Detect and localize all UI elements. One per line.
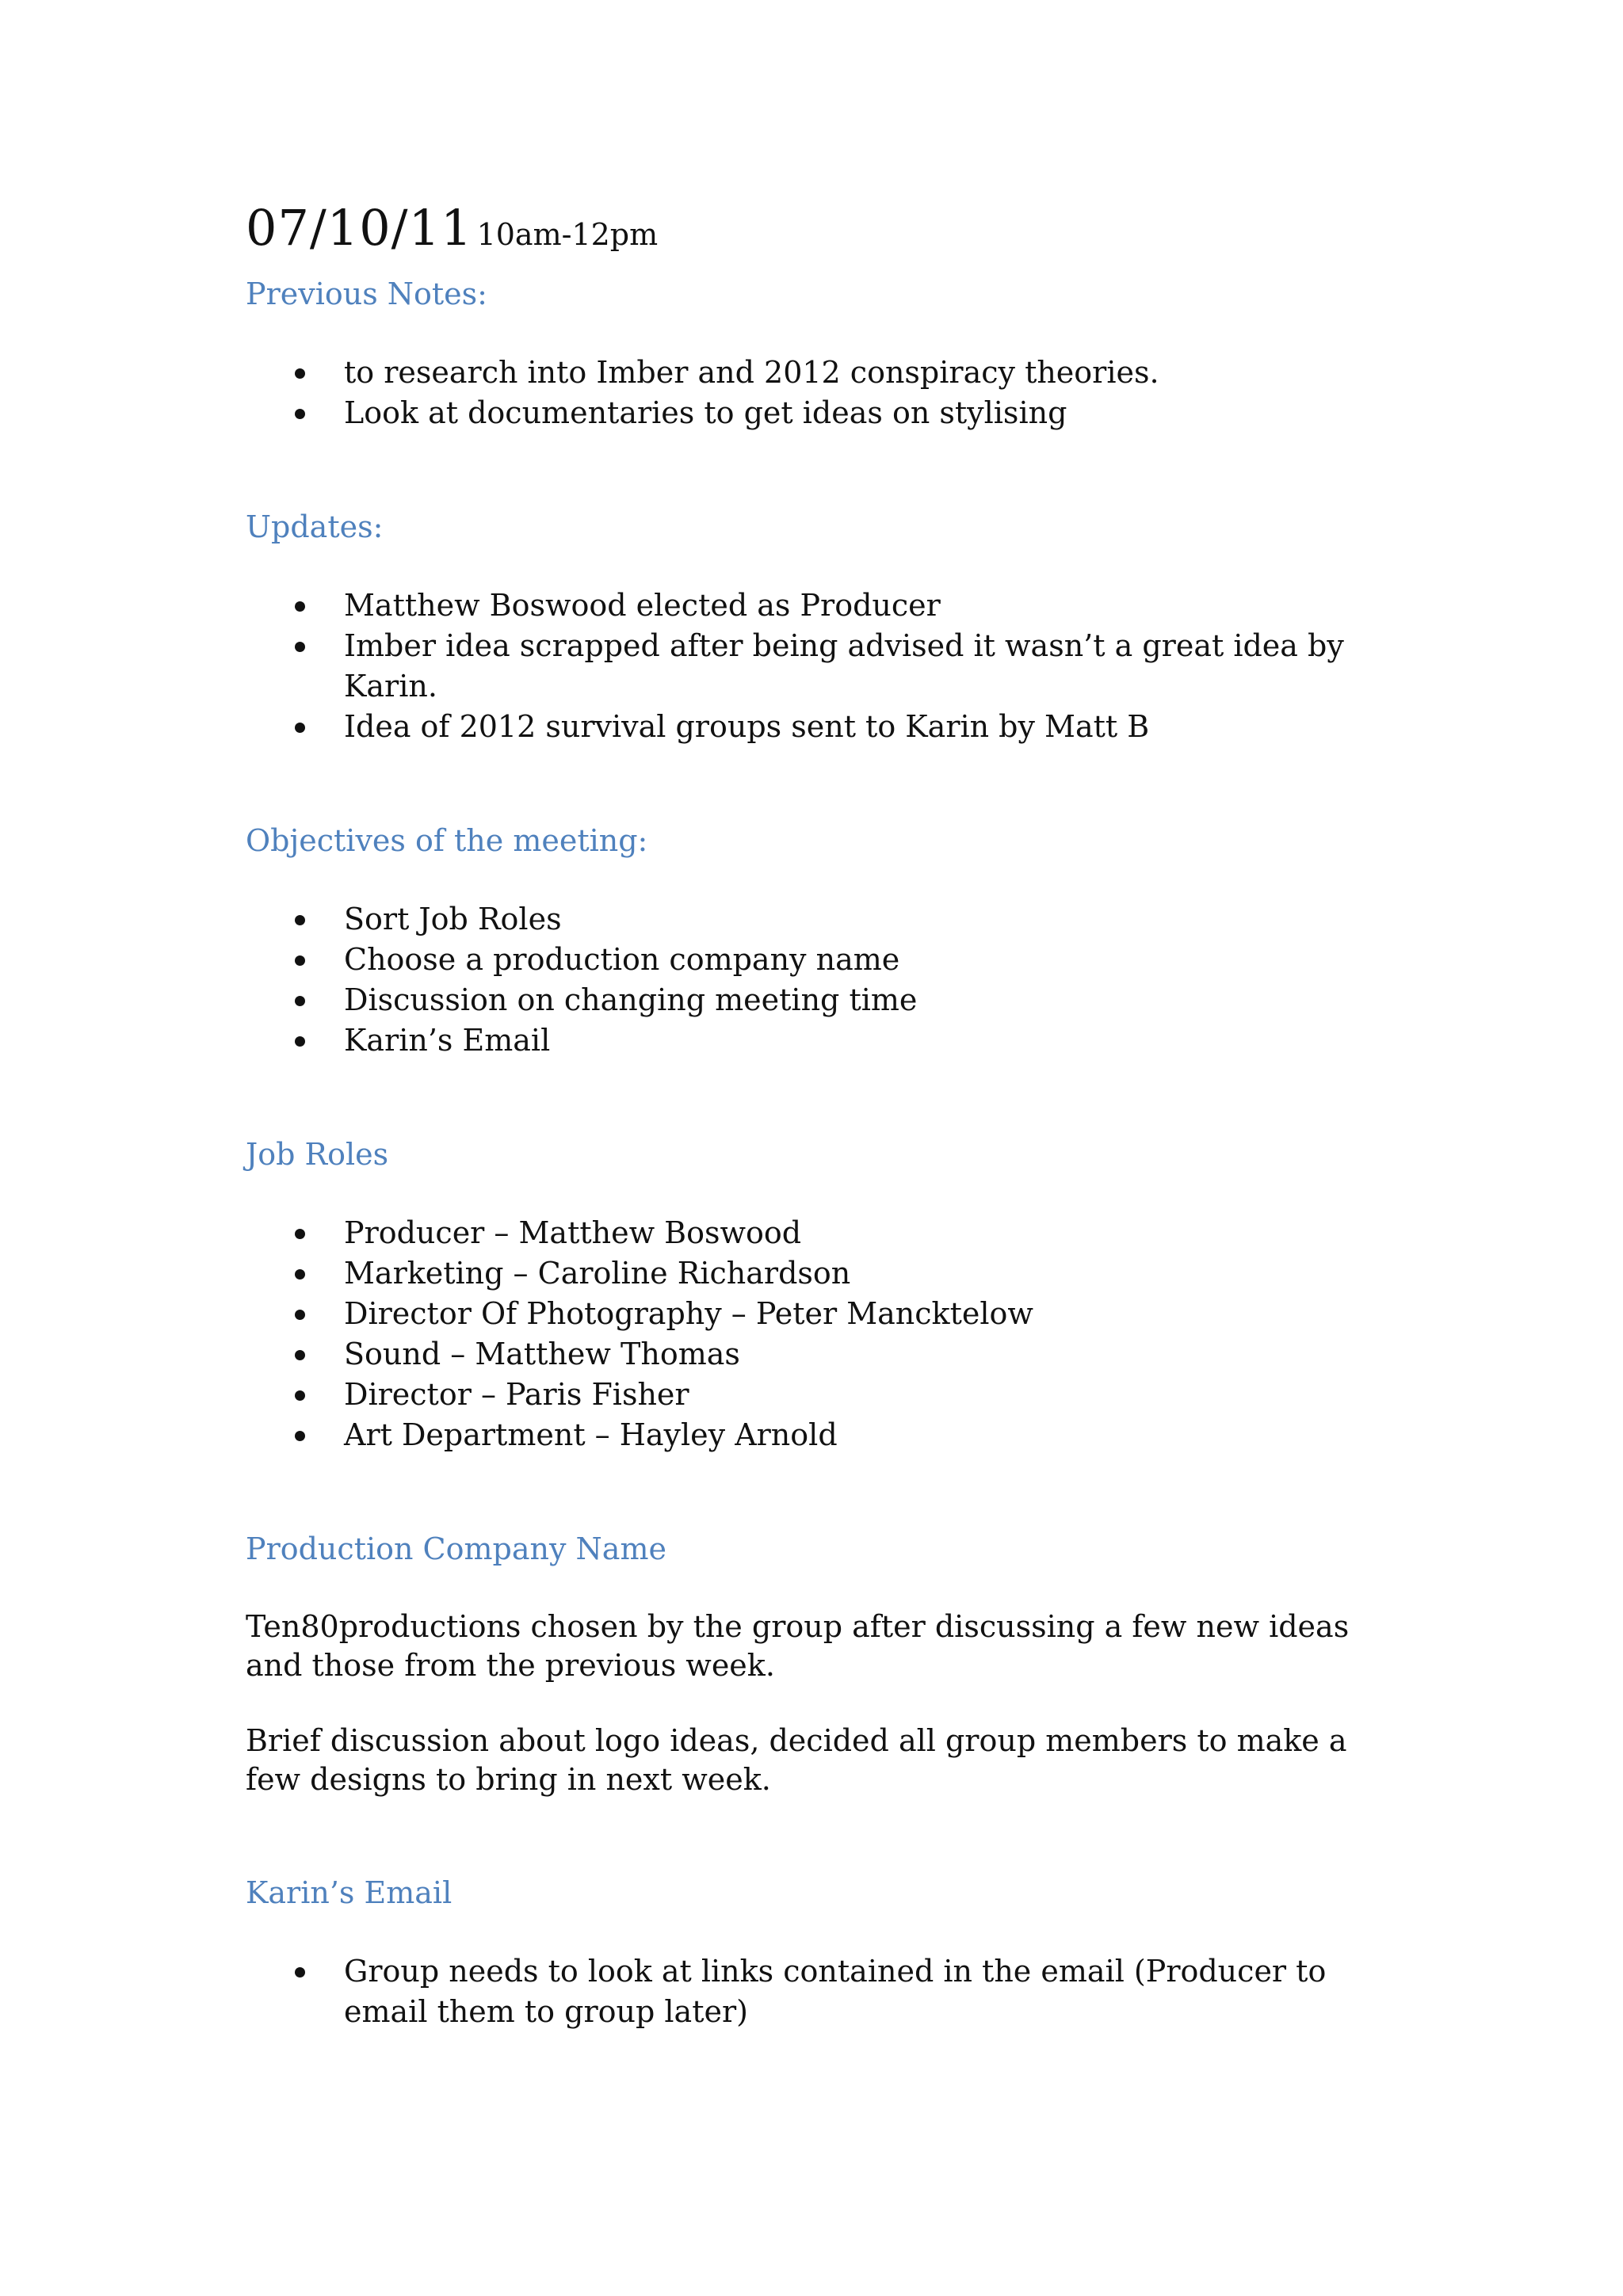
bullet-icon: [295, 915, 305, 925]
bullet-icon: [295, 1310, 305, 1320]
bullet-icon: [295, 1967, 305, 1978]
list-item: Karin’s Email: [246, 1020, 1371, 1061]
bullet-icon: [295, 955, 305, 966]
list-item: Art Department – Hayley Arnold: [246, 1415, 1371, 1455]
bullet-icon: [295, 601, 305, 612]
bullet-icon: [295, 409, 305, 419]
list-item: Sort Job Roles: [246, 899, 1371, 940]
karins-email-heading: Karin’s Email: [246, 1875, 453, 1910]
job-roles-heading: Job Roles: [246, 1137, 389, 1172]
list-item: Group needs to look at links contained in the email (Producer to email them to group later): [246, 1951, 1371, 2032]
bullet-icon: [295, 1036, 305, 1047]
bullet-icon: [295, 1350, 305, 1360]
previous-notes-list: [246, 353, 1371, 433]
list-item: Matthew Boswood elected as Producer: [246, 585, 1371, 626]
list-item: to research into Imber and 2012 conspiracy theories.: [246, 353, 1371, 393]
updates-heading: Updates:: [246, 509, 384, 544]
bullet-icon: [295, 996, 305, 1006]
list-item: Marketing – Caroline Richardson: [246, 1253, 1371, 1294]
bullet-icon: [295, 368, 305, 379]
bullet-icon: [295, 723, 305, 733]
meeting-time: 10am-12pm: [476, 217, 659, 252]
production-company-heading: Production Company Name: [246, 1531, 666, 1566]
list-item: Imber idea scrapped after being advised it wasn’t a great idea by Karin.: [246, 626, 1371, 707]
meeting-date-line: [246, 196, 1371, 260]
list-item: Sound – Matthew Thomas: [246, 1334, 1371, 1375]
document-content: [246, 196, 1371, 2032]
updates-list: [246, 585, 1371, 747]
meeting-date: 07/10/11: [246, 199, 473, 257]
list-item: Idea of 2012 survival groups sent to Karin by Matt B: [246, 707, 1371, 747]
bullet-icon: [295, 1269, 305, 1280]
previous-notes-heading: Previous Notes:: [246, 277, 487, 311]
bullet-icon: [295, 1229, 305, 1239]
list-item: Producer – Matthew Boswood: [246, 1213, 1371, 1253]
production-company-paragraph-1: Ten80productions chosen by the group after discussing a few new ideas and those from the previous week.: [246, 1609, 1350, 1683]
list-item: Look at documentaries to get ideas on stylising: [246, 393, 1371, 433]
job-roles-list: [246, 1213, 1371, 1455]
list-item: Director Of Photography – Peter Mancktelow: [246, 1294, 1371, 1334]
bullet-icon: [295, 642, 305, 652]
bullet-icon: [295, 1431, 305, 1441]
production-company-paragraph-2: Brief discussion about logo ideas, decided all group members to make a few designs to bring in next week.: [246, 1723, 1347, 1797]
karins-email-list: [246, 1951, 1371, 2032]
objectives-list: [246, 899, 1371, 1061]
list-item: Choose a production company name: [246, 940, 1371, 980]
list-item: Director – Paris Fisher: [246, 1375, 1371, 1415]
objectives-heading: Objectives of the meeting:: [246, 823, 648, 858]
bullet-icon: [295, 1390, 305, 1401]
list-item: Discussion on changing meeting time: [246, 980, 1371, 1020]
